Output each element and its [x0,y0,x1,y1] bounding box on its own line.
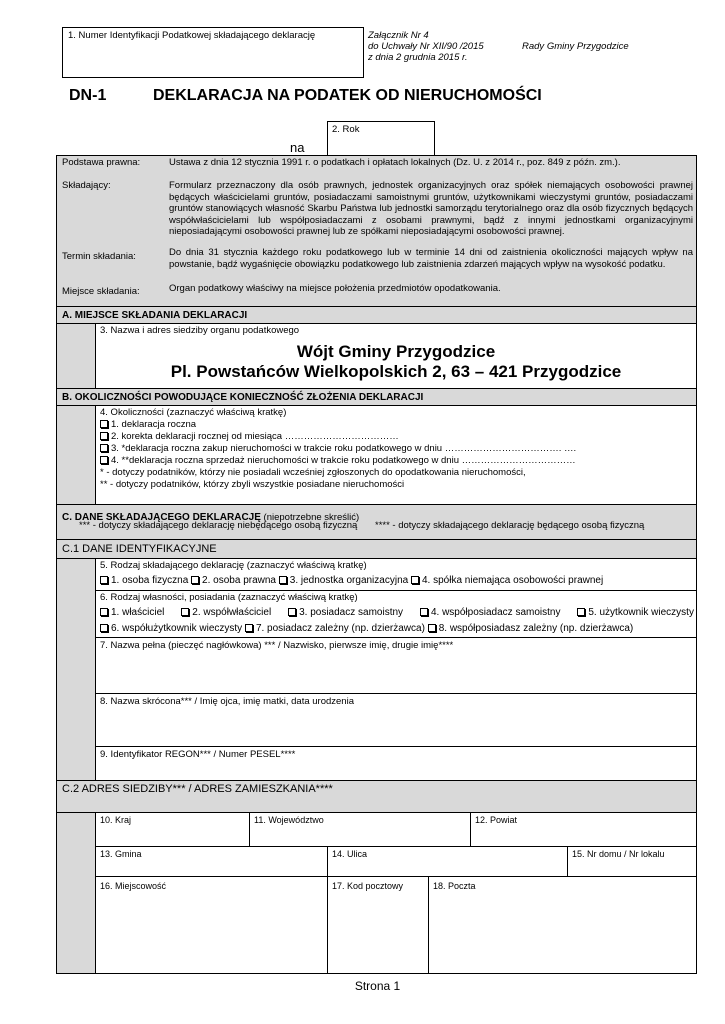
annex-line1: Załącznik Nr 4 [368,30,429,41]
field-15[interactable] [567,846,697,877]
section-c-title-note: (niepotrzebne skreślić) [260,512,360,523]
field-6-row2 [100,623,633,635]
field-15-label: 15. Nr domu / Nr lokalu [572,849,665,859]
checkbox-icon[interactable] [245,624,253,632]
option-correction[interactable]: 2. korekta deklaracji rocznej od miesiąca ……………………………… [100,431,399,443]
c1-header [56,539,697,559]
section-c-header [56,504,697,540]
year-label: 2. Rok [332,124,360,135]
place-label: Miejsce składania: [62,286,140,297]
page-number: Strona 1 [354,979,401,993]
option-co-owner[interactable]: 2. współwłaściciel [181,607,271,619]
field-10-label: 10. Kraj [100,815,132,825]
form-code: DN-1 [69,87,107,104]
option-owner[interactable]: 1. właściciel [100,607,164,619]
note-single-star: * - dotyczy podatników, którzy nie posiadali wcześniej zgłoszonych do opodatkowania nieruchomości, [100,467,526,478]
option-co-independent-holder[interactable]: 4. współposiadacz samoistny [420,607,561,619]
field-8-label: 8. Nazwa skrócona*** / Imię ojca, imię matki, data urodzenia [100,696,354,707]
option-sale[interactable]: 4. **deklaracja roczna sprzedaż nieruchomości w trakcie roku podatkowego w dniu ……………………………… [100,455,576,467]
section-c-note-person: **** - dotyczy składającego deklarację będącego osobą fizyczną [375,520,645,531]
tax-office-field[interactable] [95,323,697,389]
circumstances-label: 4. Okoliczności (zaznaczyć właściwą kratkę) [100,407,287,418]
c2-title: C.2 ADRES SIEDZIBY*** / ADRES ZAMIESZKANIA**** [62,783,333,795]
field-6-label: 6. Rodzaj własności, posiadania (zaznaczyć właściwą kratkę) [100,592,358,603]
checkbox-icon[interactable] [100,608,108,616]
option-organizational-unit[interactable]: 3. jednostka organizacyjna [279,575,408,586]
field-9-label: 9. Identyfikator REGON*** / Numer PESEL**** [100,749,296,760]
checkbox-icon[interactable] [428,624,436,632]
field-18[interactable] [428,876,697,974]
checkbox-icon[interactable] [181,608,189,616]
annex-line3: z dnia 2 grudnia 2015 r. [368,52,468,63]
annex-council: Rady Gminy Przygodzice [522,41,629,52]
legal-label: Podstawa prawna: [62,157,141,168]
checkbox-icon[interactable] [100,576,108,584]
field-16[interactable] [95,876,328,974]
field-14-label: 14. Ulica [332,849,368,859]
field-5 [95,558,697,591]
field-9[interactable] [95,746,697,781]
field-13-label: 13. Gmina [100,849,142,859]
checkbox-icon[interactable] [279,576,287,584]
field-6-row1 [100,607,694,619]
option-co-perpetual-user[interactable]: 6. współużytkownik wieczysty [100,623,242,634]
field-5-options [100,575,603,587]
field-16-label: 16. Miejscowość [100,881,167,891]
deadline-text: Do dnia 31 stycznia każdego roku podatkowego lub w terminie 14 dni od zaistnienia okoliczności mających wpływ na powstanie, bądź wygaśnięcie obowiązku podatkowego lub zaistnienia zdarzeń mających wpływ na wysokość podatku. [169,247,693,270]
field-8[interactable] [95,693,697,747]
deadline-label: Termin składania: [62,251,136,262]
field-11-label: 11. Województwo [254,815,324,825]
tax-office-address: Pl. Powstańców Wielkopolskich 2, 63 – 421 Przygodzice [170,362,622,381]
checkbox-icon[interactable] [100,420,108,428]
tax-office-name: Wójt Gminy Przygodzice [296,342,496,361]
checkbox-icon[interactable] [288,608,296,616]
section-c-title: C. DANE SKŁADAJĄCEGO DEKLARACJĘ [62,512,261,523]
filer-text: Formularz przeznaczony dla osób prawnych, jednostek organizacyjnych oraz spółek niemających osobowości prawnej będących właścicielami gruntów, posiadaczami samoistnymi gruntów, użytkownikami wieczystymi gruntów, posiadaczami gruntów stanowiących własność Skarbu Państwa lub jednostki samorządu terytorialnego oraz dla osób fizycznych będących współwłaścicielami lub współposiadaczami z osobami prawnymi, bądź z innymi jednostkami organizacyjnymi nieposiadającymi osobowości prawnej lub ze spółkami nieposiadającymi osobowości prawnej. [169,180,693,237]
filer-label: Składający: [62,180,111,191]
circumstances-field [95,405,697,505]
field-6 [95,590,697,638]
section-a-title: A. MIEJSCE SKŁADANIA DEKLARACJI [62,310,248,321]
field-12-label: 12. Powiat [475,815,518,825]
field-12[interactable] [470,812,697,847]
option-independent-holder[interactable]: 3. posiadacz samoistny [288,607,403,619]
place-text: Organ podatkowy właściwy na miejsce położenia przedmiotów opodatkowania. [169,283,501,294]
field-17[interactable] [327,876,429,974]
field-5-label: 5. Rodzaj składającego deklarację (zaznaczyć właściwą kratkę) [100,560,367,571]
section-b-header [56,388,697,406]
legal-text: Ustawa z dnia 12 stycznia 1991 r. o podatkach i opłatach lokalnych (Dz. U. z 2014 r., poz. 849 z późn. zm.). [169,157,621,168]
checkbox-icon[interactable] [100,444,108,452]
info-block [56,155,697,307]
note-double-star: ** - dotyczy podatników, którzy zbyli wszystkie posiadane nieruchomości [100,479,405,490]
tax-office-label: 3. Nazwa i adres siedziby organu podatkowego [100,325,300,336]
checkbox-icon[interactable] [100,456,108,464]
option-company[interactable]: 4. spółka niemająca osobowości prawnej [411,575,603,586]
field-7-label: 7. Nazwa pełna (pieczęć nagłówkowa) *** / Nazwisko, pierwsze imię, drugie imię**** [100,640,454,651]
option-purchase[interactable]: 3. *deklaracja roczna zakup nieruchomości w trakcie roku podatkowego w dniu ………………………………. …. [100,443,576,455]
form-title: DEKLARACJA NA PODATEK OD NIERUCHOMOŚCI [153,87,542,104]
field-13[interactable] [95,846,328,877]
nip-box[interactable] [62,27,364,78]
nip-label: 1. Numer Identyfikacji Podatkowej składającego deklarację [68,30,316,41]
option-natural-person[interactable]: 1. osoba fizyczna [100,575,188,586]
field-14[interactable] [327,846,568,877]
option-annual[interactable]: 1. deklaracja roczna [100,419,196,431]
title-na: na [290,140,305,155]
year-box[interactable] [327,121,435,157]
c1-title: C.1 DANE IDENTYFIKACYJNE [62,543,217,555]
field-7[interactable] [95,637,697,694]
option-co-dependent-holder[interactable]: 8. współposiadasz zależny (np. dzierżawca) [428,623,634,634]
checkbox-icon[interactable] [191,576,199,584]
checkbox-icon[interactable] [577,608,585,616]
checkbox-icon[interactable] [411,576,419,584]
field-11[interactable] [249,812,471,847]
option-legal-person[interactable]: 2. osoba prawna [191,575,276,586]
option-dependent-holder[interactable]: 7. posiadacz zależny (np. dzierżawca) [245,623,425,634]
section-c-note-legal: *** - dotyczy składającego deklarację niebędącego osobą fizyczną [79,520,358,531]
field-17-label: 17. Kod pocztowy [332,881,404,891]
field-18-label: 18. Poczta [433,881,476,891]
section-b-title: B. OKOLICZNOŚCI POWODUJĄCE KONIECZNOŚĆ ZŁOŻENIA DEKLARACJI [62,392,424,403]
checkbox-icon[interactable] [420,608,428,616]
checkbox-icon[interactable] [100,624,108,632]
field-10[interactable] [95,812,250,847]
option-perpetual-user[interactable]: 5. użytkownik wieczysty [577,607,694,619]
annex-line2: do Uchwały Nr XII/90 /2015 [368,41,484,52]
checkbox-icon[interactable] [100,432,108,440]
section-a-header [56,306,697,324]
c2-header [56,780,697,813]
